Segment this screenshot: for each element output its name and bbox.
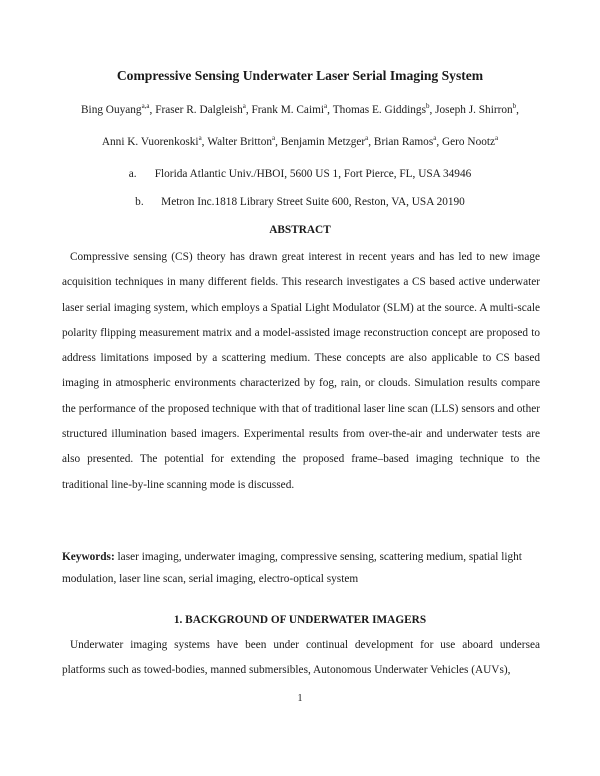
author-list-line-2 — [40, 136, 560, 148]
affiliation-b — [0, 196, 600, 208]
author-affiliation-marker: b — [425, 102, 430, 111]
author-affiliation-marker: a — [242, 102, 246, 111]
author-affiliation-marker: a — [433, 134, 437, 143]
author-affiliation-marker: b — [512, 102, 517, 111]
affiliation-text: Metron Inc.1818 Library Street Suite 600, Reston, VA, USA 20190 — [161, 196, 465, 208]
page-number: 1 — [297, 693, 303, 704]
author-name: Thomas E. Giddings$^b$, — [332, 102, 436, 116]
author-name: Benjamin Metzger$^a$, — [280, 134, 374, 148]
author-name: Fraser R. Dalgleish$^a$, — [155, 102, 252, 116]
author-affiliation-marker: a — [365, 134, 369, 143]
author-name: Walter Britton$^a$, — [207, 134, 281, 148]
author-affiliation-marker: a,a — [141, 102, 150, 111]
keywords-label: Keywords: — [62, 551, 115, 563]
author-affiliation-marker: a — [198, 134, 202, 143]
author-name: Joseph J. Shirron$^b$, — [435, 102, 519, 116]
section-1-text: Underwater imaging systems have been under continual development for use aboard undersea platforms such as towed-bodies, manned submersibles, Autonomous Underwater Vehicles (AUVs), — [62, 639, 540, 677]
author-affiliation-marker: a — [272, 134, 276, 143]
paper-title: Compressive Sensing Underwater Laser Serial Imaging System — [116, 68, 484, 83]
section-1-heading: 1. BACKGROUND OF UNDERWATER IMAGERS — [173, 614, 427, 626]
author-name: Brian Ramos$^a$, — [373, 134, 442, 148]
author-affiliation-marker: a — [324, 102, 328, 111]
keywords-text: laser imaging, underwater imaging, compressive sensing, scattering medium, spatial light modulation, laser line scan, serial imaging, electro-optical system — [62, 551, 522, 585]
abstract-text: Compressive sensing (CS) theory has drawn great interest in recent years and has led to new image acquisition techniques in many different fields. This research investigates a CS based active underwater laser serial imaging system, which employs a Spatial Light Modulator (SLM) at the source. A multi-scale polarity flipping measurement matrix and a model-assisted image reconstruction concept are proposed to address limitations imposed by a scattering medium. These concepts are also applicable to CS based imaging in atmospheric environments characterized by fog, rain, or clouds. Simulation results compare the performance of the proposed technique with that of traditional laser line scan (LLS) sensors and other structured illumination based imagers. Experimental results from over-the-air and underwater tests are also presented. The potential for extending the proposed frame–based imaging technique to the traditional line-by-line scanning mode is discussed. — [62, 251, 540, 491]
author-name: Gero Nootz$^a$ — [442, 134, 499, 148]
author-list-line-1 — [40, 104, 560, 116]
abstract-heading: ABSTRACT — [269, 224, 331, 236]
author-name: Anni K. Vuorenkoski$^a$, — [101, 134, 208, 148]
affiliation-text: Florida Atlantic Univ./HBOI, 5600 US 1, Fort Pierce, FL, USA 34946 — [154, 168, 472, 180]
author-name: Bing Ouyang$^{a,a}$, — [81, 102, 156, 116]
affiliation-label: b. — [135, 196, 144, 208]
keywords — [62, 546, 540, 590]
author-name: Frank M. Caimi$^a$, — [251, 102, 333, 116]
affiliation-label: a. — [128, 168, 137, 180]
author-affiliation-marker: a — [495, 134, 499, 143]
affiliation-a — [0, 168, 600, 180]
